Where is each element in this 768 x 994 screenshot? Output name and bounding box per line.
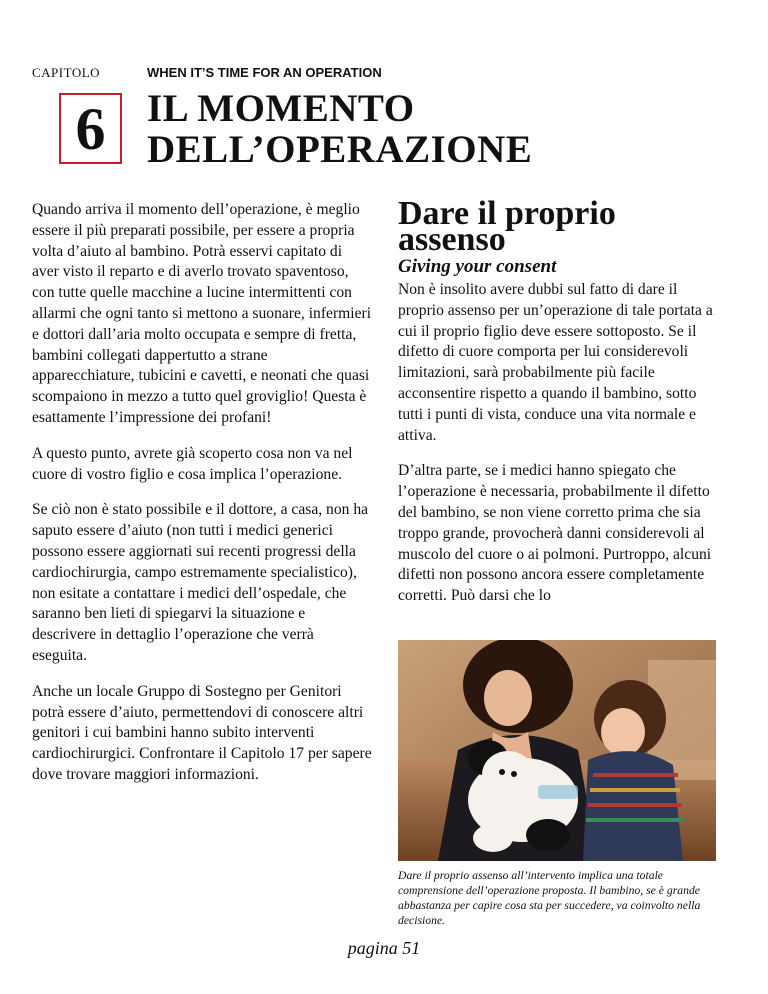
section-heading-line1: Dare il proprio — [398, 195, 616, 232]
left-paragraph-3: Se ciò non è stato possibile e il dottore, a casa, non ha saputo essere d’aiuto (non tutti i medici generici possono essere aggiornati sui recenti progressi della cardiochirurgia, campo estremamente specialistico), non esitate a contattare i medici dell’ospedale, che saranno ben lieti di spiegarvi la situazione e descrivere in dettaglio l’operazione che verrà eseguita. — [32, 501, 369, 664]
left-column — [32, 200, 372, 801]
right-paragraph-1: Non è insolito avere dubbi sul fatto di dare il proprio assenso per un’operazione di tale portata a cui il proprio figlio deve essere sottoposto. Se il difetto di cuore comporta per lui considerevoli limitazioni, sarà probabilmente più facile acconsentire rispetto a quando il bambino, sotto tutti i punti di vista, conduce una vita normale e attiva. — [398, 281, 713, 444]
photo-mother-child — [398, 640, 716, 861]
chapter-english-title: WHEN IT’S TIME FOR AN OPERATION — [147, 65, 382, 80]
chapter-title — [147, 88, 532, 170]
left-paragraph-4: Anche un locale Gruppo di Sostegno per Genitori potrà essere d’aiuto, permettendovi di conoscere altri genitori i cui bambini hanno subito interventi cardiochirurgici. Confrontare il Capitolo 17 per sapere dove trovare maggiori informazioni. — [32, 682, 372, 783]
page-number: pagina 51 — [347, 938, 421, 958]
section-subheading: Giving your consent — [398, 256, 557, 277]
right-column — [398, 280, 716, 622]
section-heading-line2: assenso — [398, 221, 506, 258]
left-paragraph-2: A questo punto, avrete già scoperto cosa non va nel cuore di vostro figlio e cosa implica l’operazione. — [32, 444, 353, 483]
section-heading — [398, 195, 728, 258]
chapter-label: CAPITOLO — [32, 65, 101, 80]
photo-caption: Dare il proprio assenso all’intervento implica una totale comprensione dell’operazione proposta. Il bambino, se è grande abbastanza per capire cosa sta per succedere, va coinvolto nella decisione. — [398, 869, 701, 927]
chapter-title-line2: DELL’OPERAZIONE — [147, 128, 533, 171]
chapter-title-line1: IL MOMENTO — [147, 87, 415, 130]
chapter-number: 6 — [75, 95, 106, 162]
left-paragraph-1: Quando arriva il momento dell’operazione, è meglio essere il più preparati possibile, per essere a propria volta d’aiuto al bambino. Potrà esservi capitato di aver visto il reparto e di averlo trovato spaventoso, con tutte quelle macchine a lucine intermittenti con allarmi che ogni tanto si mettono a suonare, infermieri e dottori dall’aria molto occupata e sempre di fretta, bambini collegati dappertutto a strane apparecchiature, tubicini e cavetti, e neonati che quasi scompaiono in mezzo a tutto quel groviglio! Questa è esattamente l’impressione dei profani! — [32, 201, 372, 426]
chapter-number-box — [59, 93, 122, 164]
right-paragraph-2: D’altra parte, se i medici hanno spiegato che l’operazione è necessaria, probabilmente il difetto del bambino, se non viene corretto prima che sia troppo grande, provocherà danni considerevoli al muscolo del cuore o ai polmoni. Purtroppo, alcuni difetti non possono ancora essere completamente corretti. Può darsi che lo — [398, 462, 712, 605]
